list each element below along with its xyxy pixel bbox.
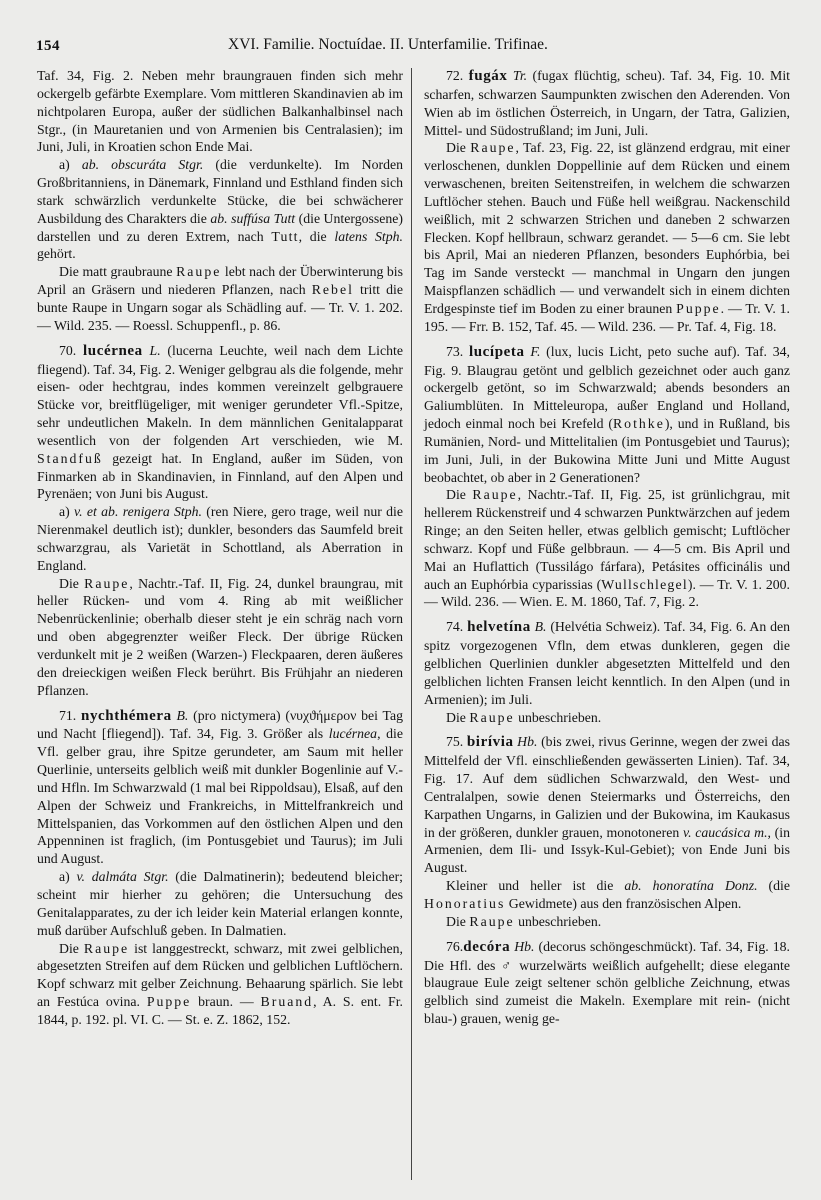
author-name: Honoratius: [424, 895, 506, 911]
paragraph-raupe: Die matt graubraune Raupe lebt nach der Überwinterung bis April an Gräsern und niederen Pflanzen, nach Rebel tritt die bunte Raupe in Ungarn sogar als Schädling auf. — Tr. V. 1. 202. — Wild. 235. — Roessl. Schuppenfl., p. 86.: [37, 264, 403, 333]
species-name: fugáx: [468, 68, 508, 84]
species-name: lucípeta: [468, 343, 525, 360]
species-name: birívia: [466, 734, 514, 751]
page-header: [36, 36, 791, 58]
term-raupe: Raupe: [176, 264, 222, 280]
entry-71: 71. nychthémera B. (pro nictymera) (νυχϑήμερον bei Tag und Nacht [fliegend]). Taf. 34, Fig. 3. Größer als lucérnea, die Vfl. gelber grau, ihre Spitze gerundeter, am Saum mit heller Querlinie, unterseits gelblich weiß mit dunkler Bogenlinie auf V.- und Hfln. Im Schwarzwald (1 mal bei Rippoldsau), Elsaß, auf den Alpen der Schweiz und Frankreichs, in Mittelfrankreich und Mittelspanien, das Vorkommen auf den östlichen Alpen und den Appenninen ist fraglich, (im Pontusgebiet und Taurus); im Juli und August.: [37, 707, 403, 867]
entry-72: 72. fugáx Tr. (fugax flüchtig, scheu). Taf. 34, Fig. 10. Mit scharfen, schwarzen Saumpunkten zwischen den Aderenden. Von Wien ab im östlichen Österreich, in Ungarn, der Tatra, Galizien, Mittel- und Südostrußland; im Juni, Juli.: [424, 68, 790, 138]
author-name: Bruand: [260, 994, 314, 1010]
term-puppe: Puppe: [676, 300, 721, 316]
paragraph-variety-renigera: a) v. et ab. renigera Stph. (ren Niere, gero trage, weil nur die Nierenmakel deutlich ist); dunkler, besonders das Saumfeld breit schwarzgrau, als Varietät in Schottland, als Aberration in England.: [37, 504, 403, 573]
paragraph-variety-dalmata: a) v. dalmáta Stgr. (die Dalmatinerin); bedeutend bleicher; scheint mir hierher zu gehören; die Untersuchung des Genitalapparates, zu der ich leider kein Material erlangen konnte, muß darüber Aufschluß geben. In Dalmatien.: [37, 869, 403, 938]
entry-70: 70. lucérnea L. (lucerna Leuchte, weil nach dem Lichte fliegend). Taf. 34, Fig. 2. Weniger gelbgrau als die folgende, mehr eisen- oder hechtgrau, indes kommen vereinzelt gelbgrauere Stücke vor, breitflügeliger, mit weniger gerundeter Vfl.-Spitze, sehr undeutlichen Makeln. In dem männlichen Genitalapparat wesentlich von der folgenden Art verschieden, wie M. Standfuß gezeigt hat. In England, außer im Süden, von Finmarken ab in Skandinavien, in Finnland, auf den Alpen und Pyrenäen; von Juni bis August.: [37, 342, 403, 502]
taxon-name: latens Stph.: [334, 228, 403, 244]
taxon-name: ab. honoratína Donz.: [624, 878, 758, 894]
species-name: helvetína: [467, 619, 531, 636]
paragraph-aberration-honoratina: Kleiner und heller ist die ab. honoratína Donz. (die Honoratius Gewidmete) aus den französischen Alpen.: [424, 878, 790, 911]
entry-74: 74. helvetína B. (Helvétia Schweiz). Taf. 34, Fig. 6. An den spitz vorgezogenen Vfln, dem etwas dunkleren, gegen die gelblichen Querlinien dunkler abgesetzten Mittelfeld und den gelblichen lichten Fransen leicht kenntlich. In den Alpen (und in Armenien); im Juli.: [424, 619, 790, 707]
author-name: Rebel: [311, 282, 354, 298]
species-name: nychthémera: [81, 707, 172, 724]
paragraph-continuation: Taf. 34, Fig. 2. Neben mehr braungrauen finden sich mehr ockergelb gefärbte Exemplare. Vom mittleren Skandinavien ab im nichtpolaren Europa, außer der südlichen Balkanhalbinsel nach Stgr., (in Mauretanien und von Armenien bis Centralasien); im Juni, Juli, in Kroatien schon Ende Mai.: [37, 68, 403, 155]
paragraph-raupe: Die Raupe ist langgestreckt, schwarz, mit zwei gelblichen, abgesetzten Streifen auf dem Rücken und gelblichen Luftlöchern. Kopf schwarz mit gelber Zeichnung. Behaarung spärlich. Sie lebt an Festúca ovina. Puppe braun. — Bruand, A. S. ent. Fr. 1844, p. 192. pl. VI. C. — St. e. Z. 1862, 152.: [37, 940, 404, 1027]
taxon-name: ab. obscuráta Stgr.: [81, 157, 204, 173]
column-divider: [411, 68, 412, 1180]
entry-75: 75. birívia Hb. (bis zwei, rivus Gerinne, wegen der zwei das Mittelfeld der Vfl. einschließenden gewässerten Linien). Taf. 34, Fig. 17. Auf dem südlichen Schwarzwald, den West- und Centralalpen, sowie denen Steiermarks und Österreichs, den Karpathen Ungarns, in Galizien und der Bukowina, im Kaukasus in der größeren, dunkler grauen, monotoneren v. caucásica m., (in Armenien, dem Ili- und Issyk-Kul-Gebiet); von Ende Juni bis August.: [424, 734, 791, 876]
term-puppe: Puppe: [146, 994, 192, 1010]
right-column: [424, 67, 790, 1187]
paragraph-raupe: Die Raupe unbeschrieben.: [446, 913, 602, 929]
paragraph-aberration-obscurata: a) ab. obscuráta Stgr. (die verdunkelte). Im Norden Großbritanniens, in Dänemark, Finnland und Esthland finden sich stark schwärzlich verdunkelte Stücke, die bei schwächerer Ausbildung des Charakters die ab. suffúsa Tutt (die Untergossene) darstellen und zu deren Extrem, nach Tutt, die latens Stph. gehört.: [37, 157, 403, 262]
taxon-name: v. et ab. renigera Stph.: [74, 504, 202, 520]
taxon-name: lucérnea: [328, 726, 378, 742]
paragraph-raupe: Die Raupe, Taf. 23, Fig. 22, ist glänzend erdgrau, mit einer verloschenen, dunklen Doppellinie auf dem Rücken und einem verwaschenen, breiten Seitenstreifen, in welchem die schwarzen Luftlöcher stehen. Bauch und Füße hell weißgrau. Nackenschild weißlich, mit 2 schwarzen Strichen und daneben 2 schwarzen Flecken. Kopf hellbraun, schwarz gerandet. — 5—6 cm. Sie lebt bis April, Mai an niederen Pflanzen, besonders Euphórbia, bei Tag im Sande versteckt — manchmal in Ungarn den jungen Maispflanzen schädlich — und verwandelt sich in einem dichten Erdgespinste tief im Boden zu einer braunen Puppe. — Tr. V. 1. 195. — Frr. B. 152, Taf. 45. — Wild. 236. — Pr. Taf. 4, Fig. 18.: [424, 140, 790, 334]
author-name: Tutt: [271, 228, 299, 244]
species-name: decóra: [463, 938, 511, 955]
running-title: XVI. Familie. Noctuídae. II. Unterfamilie. Trifinae.: [228, 36, 548, 53]
entry-76: 76.decóra Hb. (decorus schöngeschmückt). Taf. 34, Fig. 18. Die Hfl. des ♂ wurzelwärts weißlich aufgehellt; diese elegante blaugraue Eule zeigt seltener schön gelbliche Zeichnung, etwas gelblich sind zumeist die Makeln. Exemplare mit rein- (nicht blau-) grauen, wenig ge-: [424, 938, 790, 1027]
term-raupe: Raupe: [469, 709, 515, 725]
taxon-name: v. dalmáta Stgr.: [76, 869, 169, 885]
entry-73: 73. lucípeta F. (lux, lucis Licht, peto suche auf). Taf. 34, Fig. 9. Blaugrau getönt und gelblich gezeichnet oder auch ganz ockergelb getönt, so im Schwarzwald; abends besonders an Galiumblüten. In Mitteleuropa, außer England und Holland, jedoch einmal noch bei Krefeld (Rothke), und in Rußland, bis Rumänien, Nord- und Mittelitalien (im Pontusgebiet und Taurus); im Juni, Juli, in der Bukowina Mitte Juni und Mitte August beobachtet, ob aber in 2 Generationen?: [424, 343, 790, 485]
left-column: [37, 67, 403, 1187]
species-name: lucérnea: [83, 342, 143, 359]
term-raupe: Raupe: [472, 487, 518, 503]
author-name: Wullschlegel: [601, 576, 688, 592]
taxon-name: v. caucásica m.: [682, 824, 768, 840]
author-name: Rothke: [612, 416, 665, 432]
term-raupe: Raupe: [84, 575, 130, 591]
author-name: Standfuß: [37, 450, 103, 466]
term-raupe: Raupe: [469, 913, 515, 929]
term-raupe: Raupe: [83, 940, 130, 956]
paragraph-raupe: Die Raupe, Nachtr.-Taf. II, Fig. 25, ist grünlichgrau, mit hellerem Rückenstreif und 4 schwarzen Punktwärzchen auf jedem Ringe; an den Seiten heller, etwas gelblich gemischt; Luftlöcher schwarz. Kopf und Füße gelbbraun. — 4—5 cm. Bis April und Mai an Huflattich (Tussilágo fárfara), Petásites officinális und auch an Euphórbia cyparissias (Wullschlegel). — Tr. V. 1. 200. — Wild. 236. — Wien. E. M. 1860, Taf. 7, Fig. 2.: [424, 487, 790, 610]
paragraph-raupe: Die Raupe, Nachtr.-Taf. II, Fig. 24, dunkel braungrau, mit heller Rücken- und vom 4. Ring ab mit weißlicher Nebenrückenlinie; oberhalb dieser steht je ein schräg nach vorn und oben abgegrenzter weißer Fleck. Der übrige Rücken verdunkelt mit je 2 weißen (Warzen-) Fleckpaaren, deren äußeres den dreieckigen weißen Fleck berührt. Bis Frühjahr an niederen Pflanzen.: [37, 575, 403, 698]
paragraph-raupe: Die Raupe unbeschrieben.: [446, 709, 602, 725]
term-raupe: Raupe: [470, 140, 516, 156]
taxon-name: ab. suffúsa Tutt: [210, 210, 296, 226]
page-number: 154: [36, 38, 60, 54]
